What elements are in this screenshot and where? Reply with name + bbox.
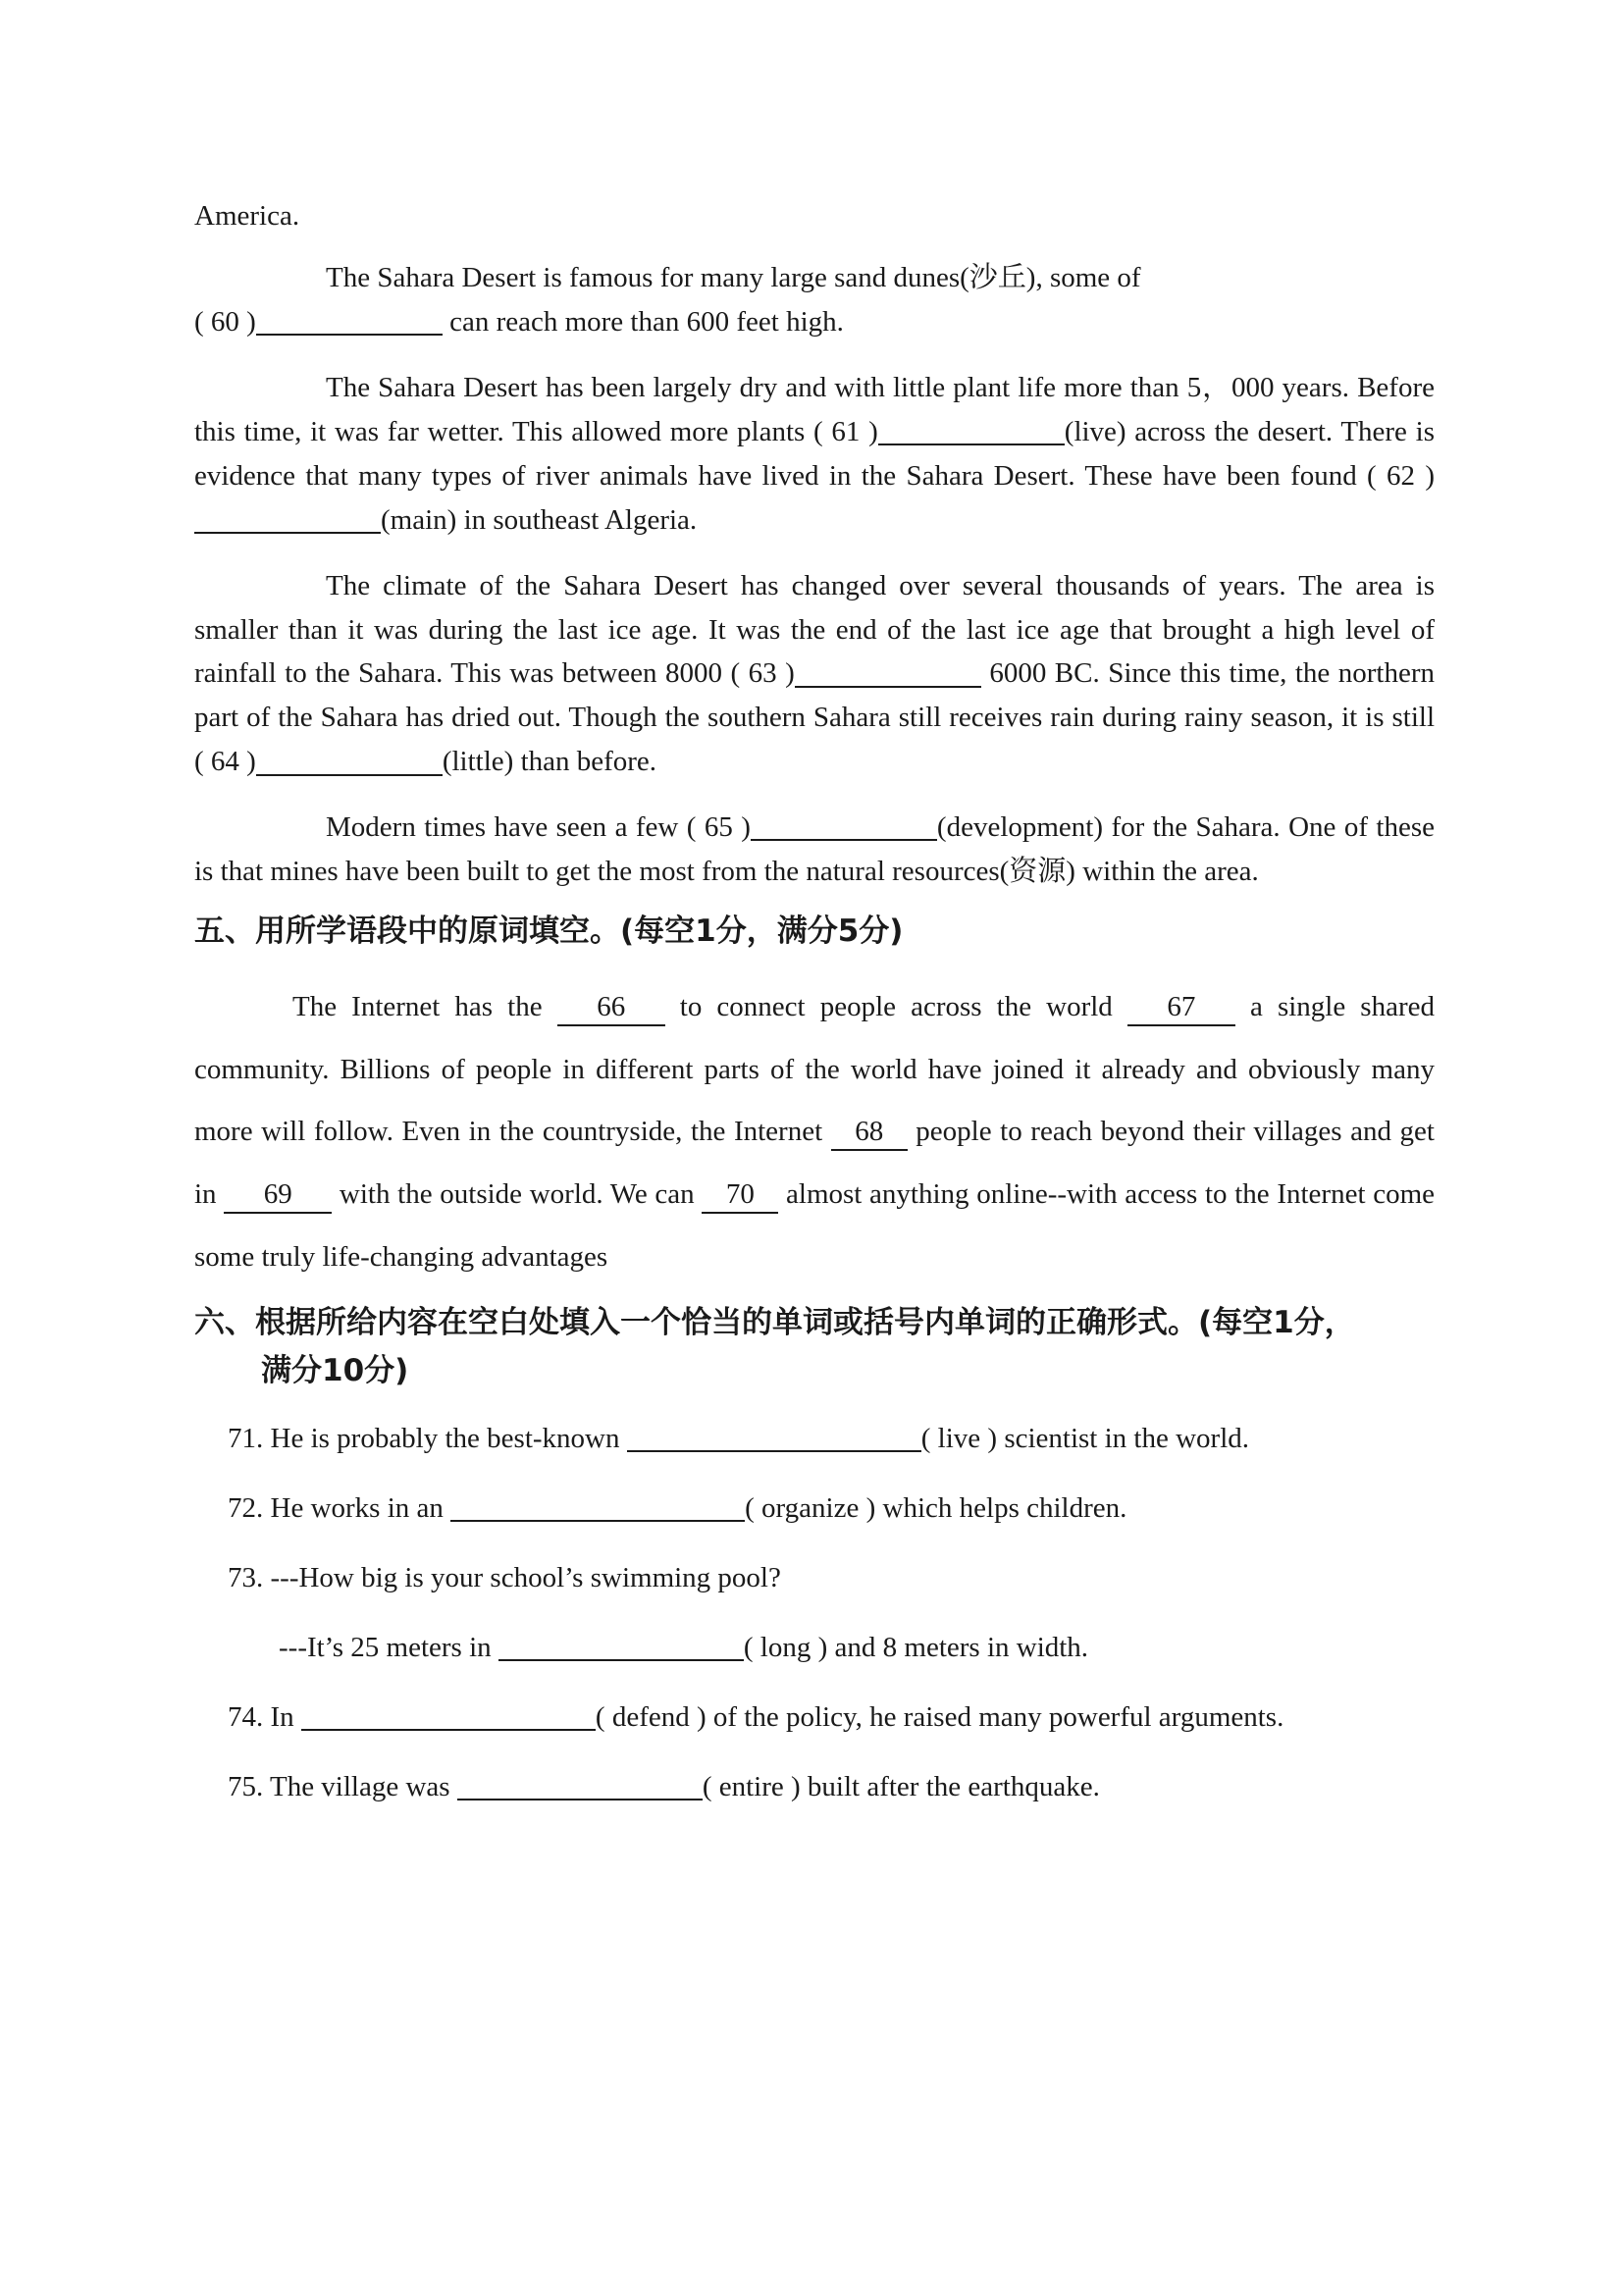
text: The Internet has the [292,990,557,1022]
text: than before. [513,746,657,778]
answer-blank-75[interactable] [457,1769,703,1800]
question-74 [194,1683,1435,1752]
text: The Sahara Desert has been largely dry and with little plant life more than 5，000 years. Before this time, it was far wetter. This allowed more plants [194,371,1435,447]
question-73: 73. ---How big is your school’s swimming pool? [228,1561,781,1593]
answer-blank-62[interactable] [194,501,381,533]
question-number-65: ( 65 ) [686,811,751,844]
text: ---It’s 25 meters in [279,1632,498,1664]
question-number-62: ( 62 ) [1367,459,1435,492]
text: across the desert. There is evidence that many types of river animals have lived in the Sahara Desert. These have been found [194,415,1435,492]
text: almost anything online--with access to the Internet come some truly life-changing advantages [194,1178,1435,1273]
hint-74: ( defend ) [595,1701,707,1734]
text: scientist in the world. [997,1422,1249,1454]
text: which helps children. [875,1491,1127,1524]
answer-blank-74[interactable] [301,1699,596,1731]
text: 74. In [228,1701,301,1734]
text: 71. He is probably the best-known [228,1422,627,1454]
hint-62: (main) [381,503,457,536]
answer-blank-60[interactable] [256,304,443,336]
text: to connect people across the world [664,990,1127,1022]
text: and 8 meters in width. [827,1632,1089,1664]
text: The Sahara Desert is famous for many large sand dunes(沙丘), some of [326,261,1141,293]
hint-64: (little) [442,746,514,778]
question-number-64: ( 64 ) [194,746,256,778]
answer-blank-72[interactable] [450,1490,745,1522]
question-75 [194,1752,1435,1822]
text: for the Sahara. One of these is that mines have been built to get the most from the natural resources(资源) within the area. [194,811,1435,888]
section-6-heading-line-1: 六、根据所给内容在空白处填入一个恰当的单词或括号内单词的正确形式。(每空1分， [194,1304,1355,1340]
answer-blank-64[interactable] [256,744,443,775]
hint-71: ( live ) [920,1422,998,1454]
hint-73: ( long ) [743,1632,828,1664]
hint-65: (development) [936,811,1104,844]
question-71 [194,1404,1435,1474]
answer-blank-71[interactable] [627,1421,921,1452]
text: built after the earthquake. [800,1771,1100,1803]
answer-blank-70[interactable]: 70 [702,1177,778,1214]
page-content [194,194,1435,1822]
section-5-heading: 五、用所学语段中的原词填空。(每空1分，满分5分) [194,913,904,950]
hint-75: ( entire ) [702,1771,801,1803]
text: can reach more than 600 feet high. [442,305,844,338]
answer-blank-65[interactable] [751,809,937,841]
hint-72: ( organize ) [745,1491,876,1524]
question-number-61: ( 61 ) [813,415,878,447]
answer-blank-68[interactable]: 68 [831,1115,908,1151]
text: with the outside world. We can [332,1178,703,1211]
text: 72. He works in an [228,1491,451,1524]
passage-paragraph-3 [194,564,1435,785]
passage-paragraph-2 [194,366,1435,543]
text: a single shared community. Billions of people in different parts of the world have joined it already and obviously many more will follow. Even in the countryside, the Internet [194,990,1435,1148]
text: The climate of the Sahara Desert has changed over several thousands of years. The area is smaller than it was during the last ice age. It was the end of the last ice age that brought a high level of rainfall to the Sahara. This was between 8000 [194,569,1435,690]
question-number-60: ( 60 ) [194,305,256,338]
text: 75. The village was [228,1771,457,1803]
text: people to reach beyond their villages and get in [194,1116,1435,1211]
answer-blank-66[interactable]: 66 [557,990,665,1026]
answer-blank-67[interactable]: 67 [1127,990,1235,1026]
section-5-passage [194,976,1435,1289]
text: 6000 BC. Since this time, the northern part of the Sahara has dried out. Though the southern Sahara still receives rain during rainy season, it is still [194,657,1435,734]
section-6-heading-line-2: 满分10分) [261,1353,409,1389]
passage-continuation: America. [194,200,300,232]
answer-blank-61[interactable] [878,414,1065,445]
text: in southeast Algeria. [456,503,698,536]
section-6-heading [194,1299,1435,1396]
question-number-63: ( 63 ) [730,657,795,690]
text: Modern times have seen a few [326,811,687,844]
passage-paragraph-1 [194,256,1435,344]
hint-61: (live) [1064,415,1126,447]
passage-paragraph-4 [194,806,1435,894]
answer-blank-73[interactable] [498,1630,744,1661]
answer-blank-63[interactable] [795,655,981,687]
text: of the policy, he raised many powerful arguments. [706,1701,1284,1734]
question-73-answer-line [194,1613,1435,1683]
answer-blank-69[interactable]: 69 [224,1177,332,1214]
question-72 [194,1474,1435,1543]
